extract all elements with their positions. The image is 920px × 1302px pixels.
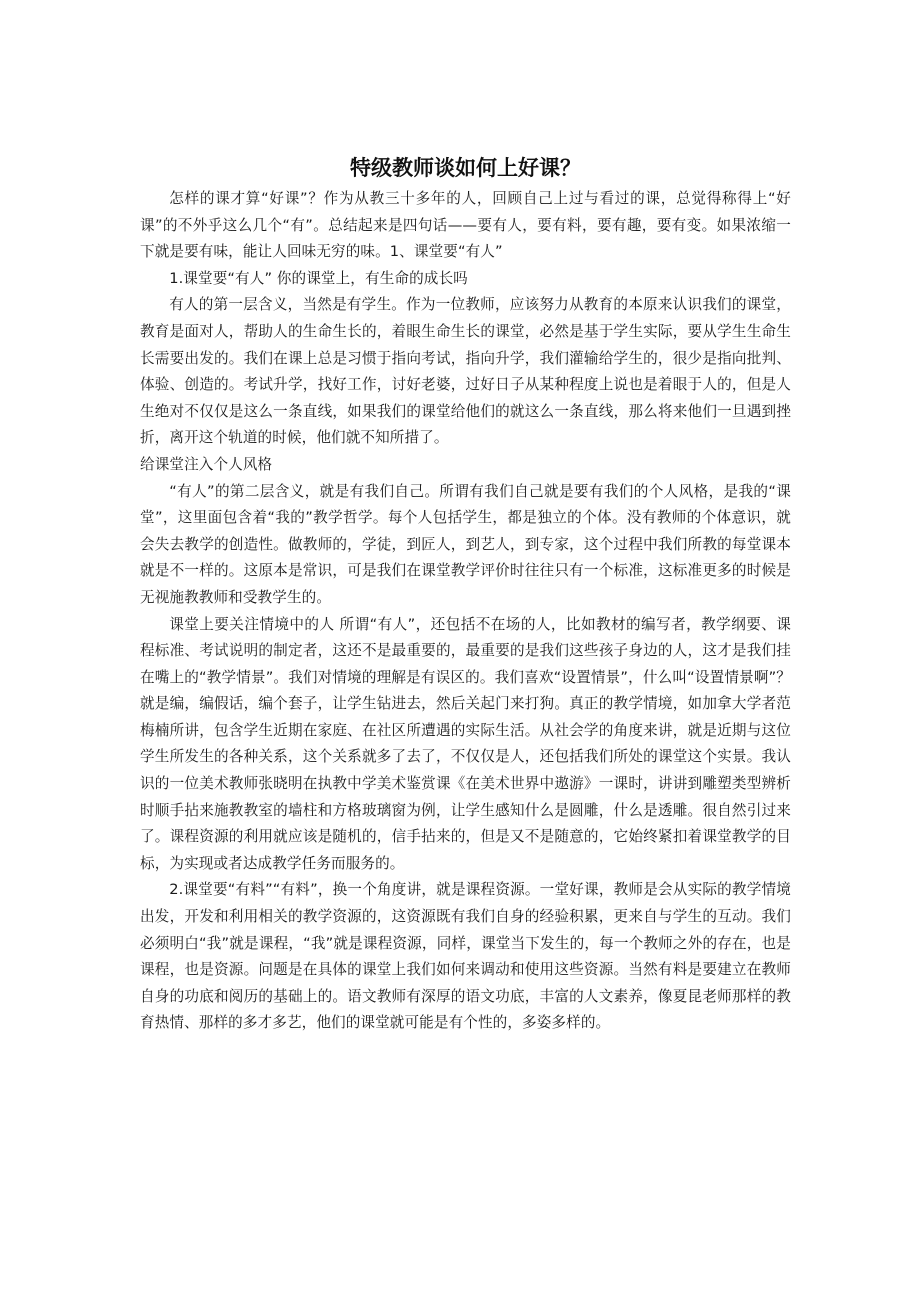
paragraph-subheading-style: 给课堂注入个人风格 — [140, 455, 273, 473]
paragraph-first-meaning: 有人的第一层含义，当然是有学生。作为一位教师，应该努力从教育的本原来认识我们的课堂，教育是面对人，帮助人的生命生长的，着眼生命生长的课堂，必然是基于学生实际，要从学生生命生长需要出发的。我们在课上总是习惯于指向考试，指向升学，我们灌输给学生的，很少是指向批判、体验、创造的。考试升学，找好工作，讨好老婆，过好日子从某种程度上说也是着眼于人的，但是人生绝对不仅仅是这么一条直线，如果我们的课堂给他们的就这么一条直线，那么将来他们一旦遇到挫折，离开这个轨道的时候，他们就不知所措了。 — [140, 296, 791, 447]
paragraph-section-1-heading: 1.课堂要“有人” 你的课堂上，有生命的成长吗 — [169, 269, 468, 287]
document-title: 特级教师谈如何上好课？ — [350, 156, 581, 180]
document-page — [140, 150, 791, 1037]
paragraph-second-meaning: “有人”的第二层含义，就是有我们自己。所谓有我们自己就是要有我们的个人风格，是我的“课堂”，这里面包含着“我的”教学哲学。每个人包括学生，都是独立的个体。没有教师的个体意识，就会失去教学的创造性。做教师的，学徒，到匠人，到艺人，到专家，这个过程中我们所教的每堂课本就是不一样的。这原本是常识，可是我们在课堂教学评价时往往只有一个标准，这标准更多的时候是无视施教教师和受教学生的。 — [140, 482, 791, 606]
paragraph-section-2: 2.课堂要“有料”“有料”，换一个角度讲，就是课程资源。一堂好课，教师是会从实际的教学情境出发，开发和利用相关的教学资源的，这资源既有我们自身的经验积累，更来自与学生的互动。我们必须明白“我”就是课程，“我”就是课程资源，同样，课堂当下发生的，每一个教师之外的存在，也是课程，也是资源。问题是在具体的课堂上我们如何来调动和使用这些资源。当然有料是要建立在教师自身的功底和阅历的基础上的。语文教师有深厚的语文功底，丰富的人文素养，像夏昆老师那样的教育热情、那样的多才多艺，他们的课堂就可能是有个性的，多姿多样的。 — [140, 881, 791, 1032]
paragraph-situation: 课堂上要关注情境中的人 所谓“有人”，还包括不在场的人，比如教材的编写者，教学纲要、课程标准、考试说明的制定者，这还不是最重要的，最重要的是我们这些孩子身边的人，这才是我们挂在嘴上的“教学情景”。我们对情境的理解是有误区的。我们喜欢“设置情景”，什么叫“设置情景啊”？就是编，编假话，编个套子，让学生钻进去，然后关起门来打狗。真正的教学情境，如加拿大学者范梅楠所讲，包含学生近期在家庭、在社区所遭遇的实际生活。从社会学的角度来讲，就是近期与这位学生所发生的各种关系，这个关系就多了去了，不仅仅是人，还包括我们所处的课堂这个实景。我认识的一位美术教师张晓明在执教中学美术鉴赏课《在美术世界中遨游》一课时，讲讲到雕塑类型辨析时顺手拈来施教教室的墙柱和方格玻璃窗为例，让学生感知什么是圆雕，什么是透雕。很自然引过来了。课程资源的利用就应该是随机的，信手拈来的，但是又不是随意的，它始终紧扣着课堂教学的目标，为实现或者达成教学任务而服务的。 — [140, 615, 791, 872]
paragraph-intro: 怎样的课才算“好课”？作为从教三十多年的人，回顾自己上过与看过的课，总觉得称得上“好课”的不外乎这么几个“有”。总结起来是四句话——要有人，要有料，要有趣，要有变。如果浓缩一下就是要有味，能让人回味无穷的味。1、课堂要“有人” — [140, 190, 791, 261]
